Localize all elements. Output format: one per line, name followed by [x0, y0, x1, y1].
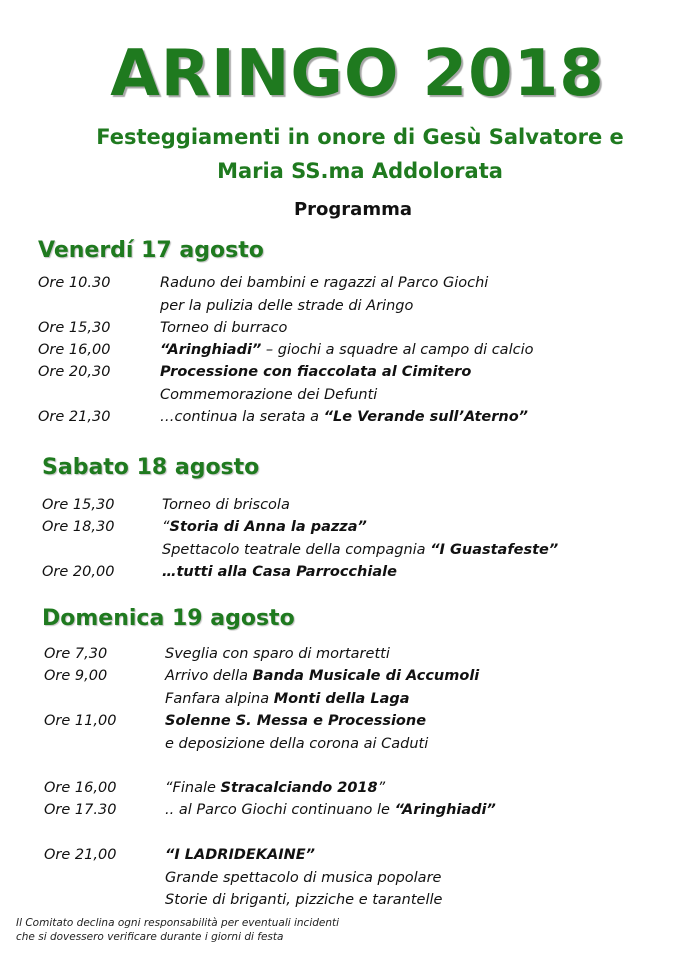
schedule-row — [44, 733, 660, 755]
schedule-row — [44, 777, 660, 799]
event-time: Ore 20,30 — [38, 364, 111, 380]
event-text-bold: Stracalciando 2018 — [220, 780, 378, 796]
event-text-bold: “Aringhiadi” — [160, 342, 262, 358]
page-title: ARINGO 2018 — [110, 37, 605, 111]
event-time: Ore 10.30 — [38, 275, 111, 291]
event-description — [165, 688, 410, 710]
schedule-row — [44, 710, 660, 732]
schedule-row — [44, 799, 660, 821]
schedule-row — [38, 384, 660, 406]
schedule-row — [44, 643, 660, 665]
event-description — [160, 384, 377, 406]
event-text: .. al Parco Giochi continuano le — [165, 802, 395, 818]
footer-disclaimer — [16, 916, 339, 944]
schedule-row — [44, 665, 660, 687]
event-description — [165, 799, 496, 821]
event-text: Grande spettacolo di musica popolare — [165, 870, 442, 886]
event-description — [165, 844, 315, 866]
schedule-row — [42, 539, 660, 561]
event-text: e deposizione della corona ai Caduti — [165, 736, 429, 752]
event-description — [162, 539, 558, 561]
event-text: ” — [377, 780, 386, 796]
schedule-row — [44, 889, 660, 911]
event-text: Commemorazione dei Defunti — [160, 387, 378, 403]
schedule-row — [44, 688, 660, 710]
footer-line-2: che si dovessero verificare durante i giorni di festa — [16, 931, 284, 943]
subtitle-line-2: Maria SS.ma Addolorata — [217, 159, 503, 183]
event-text: Arrivo della — [165, 668, 253, 684]
event-time: Ore 16,00 — [44, 780, 117, 796]
event-text: Spettacolo teatrale della compagnia — [162, 542, 431, 558]
event-text-bold: …tutti alla Casa Parrocchiale — [162, 564, 397, 580]
event-time: Ore 16,00 — [38, 342, 111, 358]
event-description — [162, 561, 397, 583]
subtitle-line-1: Festeggiamenti in onore di Gesù Salvatore e — [96, 125, 624, 149]
schedule-row — [44, 844, 660, 866]
event-description — [160, 339, 533, 361]
schedule-row — [42, 561, 660, 583]
event-text: Fanfara alpina — [165, 691, 274, 707]
event-description — [162, 516, 367, 538]
event-description — [165, 665, 479, 687]
event-time: Ore 15,30 — [38, 320, 111, 336]
event-description — [160, 272, 488, 294]
schedule-row — [38, 361, 660, 383]
event-description — [165, 643, 390, 665]
schedule-row — [38, 272, 660, 294]
event-text: – giochi a squadre al campo di calcio — [261, 342, 534, 358]
event-time: Ore 18,30 — [42, 519, 115, 535]
event-time: Ore 9,00 — [44, 668, 108, 684]
event-text: Torneo di burraco — [160, 320, 288, 336]
schedule-row — [42, 516, 660, 538]
event-text: …continua la serata a — [160, 409, 324, 425]
event-text: Sveglia con sparo di mortaretti — [165, 646, 390, 662]
event-text: Torneo di briscola — [162, 497, 290, 513]
event-description — [160, 295, 413, 317]
event-description — [165, 889, 442, 911]
event-text-bold: “I Guastafeste” — [430, 542, 559, 558]
day-heading: Venerdí 17 agosto — [38, 238, 264, 263]
event-text-bold: “I LADRIDEKAINE” — [165, 847, 316, 863]
day-heading: Domenica 19 agosto — [42, 606, 295, 631]
event-time: Ore 11,00 — [44, 713, 117, 729]
event-time: Ore 20,00 — [42, 564, 115, 580]
event-text: “Finale — [165, 780, 221, 796]
schedule-row — [42, 494, 660, 516]
event-description — [165, 867, 441, 889]
event-description — [160, 406, 528, 428]
program-label: Programma — [293, 199, 412, 220]
schedule-row — [38, 339, 660, 361]
schedule-row — [38, 317, 660, 339]
event-description — [165, 733, 428, 755]
event-description — [160, 317, 287, 339]
event-description — [160, 361, 471, 383]
schedule-row — [44, 867, 660, 889]
event-time: Ore 21,30 — [38, 409, 111, 425]
schedule-row — [38, 295, 660, 317]
event-description — [165, 710, 426, 732]
event-time: Ore 21,00 — [44, 847, 117, 863]
event-description — [162, 494, 290, 516]
event-time: Ore 7,30 — [44, 646, 108, 662]
event-text: “ — [162, 519, 170, 535]
event-text: Raduno dei bambini e ragazzi al Parco Giochi — [160, 275, 489, 291]
event-text-bold: Solenne S. Messa e Processione — [165, 713, 427, 729]
event-text-bold: Storia di Anna la pazza” — [169, 519, 367, 535]
schedule-row — [38, 406, 660, 428]
event-text-bold: Processione con fiaccolata al Cimitero — [160, 364, 472, 380]
event-text: Storie di briganti, pizziche e tarantelle — [165, 892, 443, 908]
event-description — [165, 777, 385, 799]
event-text-bold: Monti della Laga — [273, 691, 410, 707]
event-text: per la pulizia delle strade di Aringo — [160, 298, 414, 314]
event-text-bold: Banda Musicale di Accumoli — [252, 668, 480, 684]
footer-line-1: Il Comitato declina ogni responsabilità per eventuali incidenti — [16, 917, 340, 929]
event-time: Ore 15,30 — [42, 497, 115, 513]
day-heading: Sabato 18 agosto — [42, 455, 260, 480]
event-time: Ore 17.30 — [44, 802, 117, 818]
event-text-bold: “Aringhiadi” — [394, 802, 496, 818]
event-text-bold: “Le Verande sull’Aterno” — [323, 409, 529, 425]
